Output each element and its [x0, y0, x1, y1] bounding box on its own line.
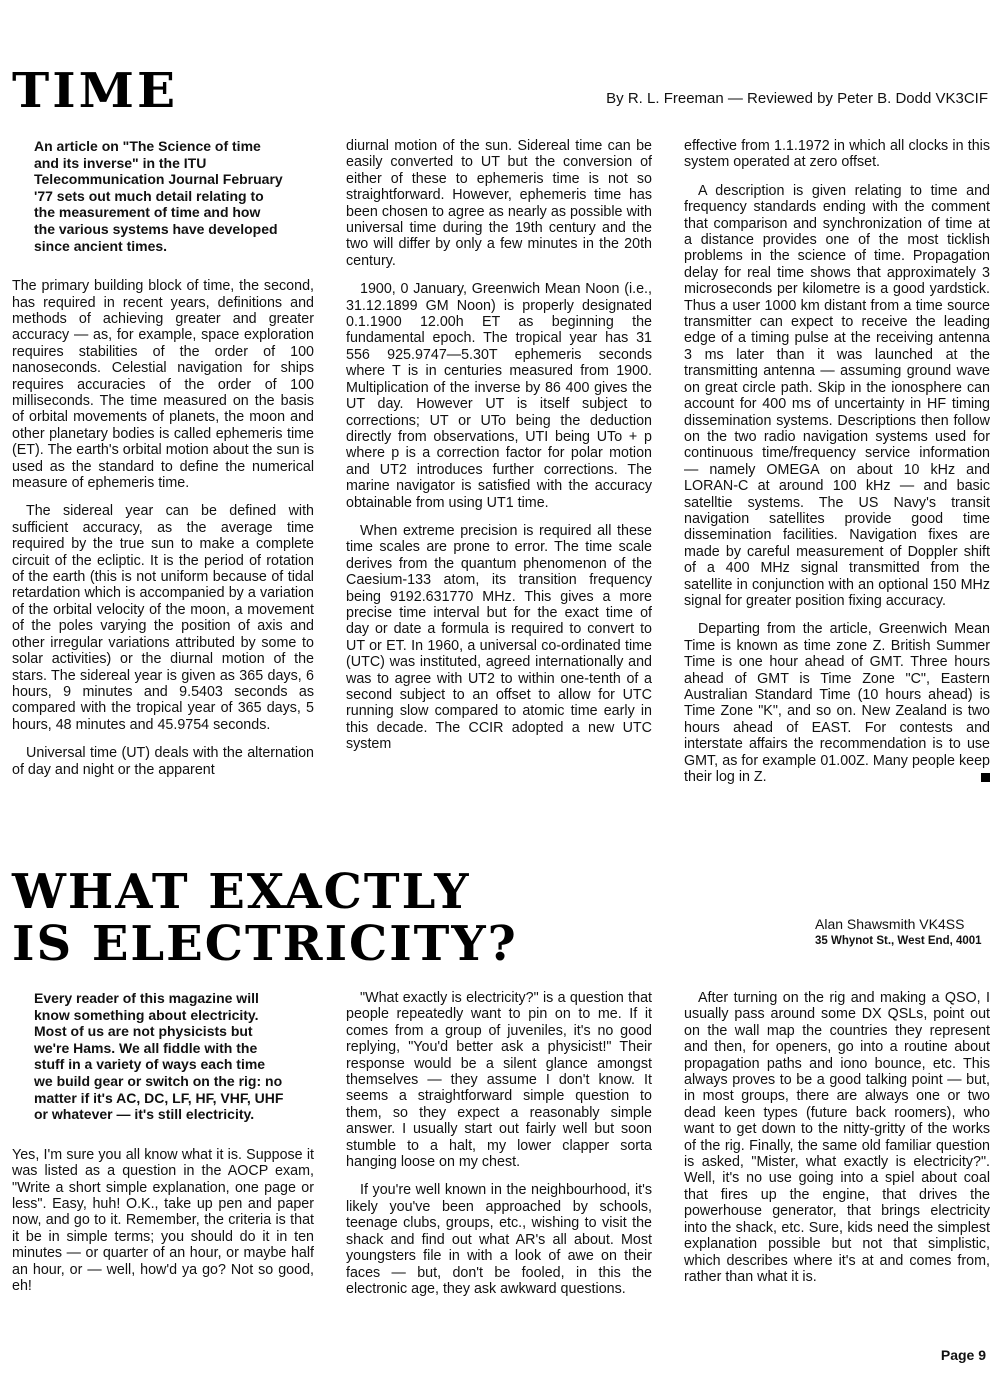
article1-column-1	[12, 138, 314, 790]
paragraph: "What exactly is electricity?" is a question that people repeatedly want to pin on to me. If it comes from a group of juveniles, it's no good replying, "You'd better ask a physicist!" Their response would be a silent glance amongst themselves — they assume I don't know. It seems a straightforward simple question to them, so they expect a reasonably simple answer. I usually start out fairly well but soon stumble to a halt, my lower clapper sorta hanging loose on my chest.	[346, 990, 652, 1171]
article1-column-2	[346, 138, 652, 765]
paragraph: Yes, I'm sure you all know what it is. Suppose it was listed as a question in the AOCP exam, "Write a short simple explanation, one page or less". Easy, huh! O.K., take up pen and paper now, and go to it. Remember, the criteria is that it be in simple terms; you should do it in ten minutes — or quarter of an hour, or maybe half an hour, or — well, how'd ya go? Not so good, eh!	[12, 1146, 314, 1294]
paragraph: When extreme precision is required all these time scales are prone to error. The time scale derives from the quantum phenomenon of the Caesium-133 atom, its transition frequency being 9192.631770 MHz. This gives a more precise time interval but for the exact time of day or date a formula is required to convert to UT or ET. In 1960, a universal co-ordinated time (UTC) was instituted, agreed internationally and was to agree with UT2 to within one-tenth of a second subject to an offset to allow for UTC running slow compared to atomic time early in this decade. The CCIR adopted a new UTC system	[346, 522, 652, 753]
paragraph: 1900, 0 January, Greenwich Mean Noon (i.e., 31.12.1899 GM Noon) is properly designated 0.1.1900 12.00h ET as beginning the fundamental epoch. The tropical year has 31 556 925.9747—5.30T ephemeris seconds where T is in centuries measured from 1900. Multiplication of the inverse by 86 400 gives the UT day. However UT is itself subject to corrections; UT or UTo being the deduction directly from observations, UTI being UTo + p where p is a correction factor for polar motion and UT2 introduces further corrections. The marine navigator is satisfied with the accuracy obtainable from using UT1 time.	[346, 281, 652, 511]
title-line-1: WHAT EXACTLY	[12, 864, 471, 920]
article-title-electricity	[12, 866, 518, 970]
author-name: Alan Shawsmith VK4SS	[815, 916, 965, 932]
article2-column-1	[12, 990, 314, 1306]
article-byline: By R. L. Freeman — Reviewed by Peter B. Dodd VK3CIF	[606, 90, 988, 107]
article2-column-3	[684, 990, 990, 1297]
paragraph: The primary building block of time, the second, has required in recent years, definitions and methods of achieving greater and greater accuracy — as, for example, space exploration requires stabilities of the order of 100 nanoseconds. Celestial navigation for ships requires accuracies of the order of 100 milliseconds. The time measured on the basis of orbital movements of planets, the moon and other planetary bodies is called ephemeris time (ET). The earth's orbital motion about the sun is used as the standard to define the numerical measure of ephemeris time.	[12, 278, 314, 492]
article-title-time: TIME	[12, 62, 179, 119]
paragraph: Universal time (UT) deals with the alternation of day and night or the apparent	[12, 745, 314, 778]
title-line-2: IS ELECTRICITY?	[12, 916, 518, 972]
page-number: Page 9	[940, 1347, 986, 1363]
article2-column-2	[346, 990, 652, 1309]
author-address: 35 Whynot St., West End, 4001	[815, 935, 982, 947]
paragraph: After turning on the rig and making a QSO, I usually pass around some DX QSLs, point out on the wall map the countries they represent and then, for openers, go into a routine about propagation paths and iono bounce, etc. This always proves to be a good talking point — but, in most groups, there are always one or two dead keen types (future back roomers), who want to get down to the nitty-gritty of the works of the rig. Finally, the same old familiar question is asked, "Mister, what exactly is electricity?". Well, it's no use going into a spiel about coal that fires up the engine, that drives the powerhouse generator, that brings electricity into the shack, etc. Sure, kids need the simplest explanation possible but not that simplistic, which describes where it's at and comes from, rather than what it is.	[684, 990, 990, 1285]
paragraph: effective from 1.1.1972 in which all clocks in this system operated at zero offset.	[684, 138, 990, 171]
paragraph	[684, 621, 990, 785]
article1-column-3	[684, 138, 990, 785]
article1-intro: An article on "The Science of time and its inverse" in the ITU Telecommunication Journal February '77 sets out much detail relating to the measurement of time and how the various systems have developed since ancient times.	[34, 138, 283, 254]
article2-intro: Every reader of this magazine will know something about electricity. Most of us are not physicists but we're Hams. We all fiddle with the stuff in a variety of ways each time we build gear or switch on the rig: no matter if it's AC, DC, LF, HF, VHF, UHF or whatever — it's still electricity.	[34, 990, 284, 1123]
paragraph: The sidereal year can be defined with sufficient accuracy, as the average time required by the true sun to make a complete circuit of the ecliptic. It is the period of rotation of the earth (this is not uniform because of tidal retardation which is accompanied by a variation of the orbital velocity of the moon, a movement of the poles varying the position of axis and other irregular variations attributed by some to solar activities) or the diurnal motion of the stars. The sidereal year is given as 365 days, 6 hours, 9 minutes and 9.5403 seconds as compared with the tropical year of 365 days, 5 hours, 48 minutes and 45.9754 seconds.	[12, 503, 314, 733]
paragraph-text: Departing from the article, Greenwich Mean Time is known as time zone Z. British Summer Time is one hour ahead of GMT. Three hours ahead of GMT is Time Zone "C", Eastern Australian Standard Time (10 hours ahead) is Time Zone "K", and so on. New Zealand is two hours ahead of EAST. For contests and interstate affairs the recommendation is to use GMT, as for example 01.00Z. Many people keep their log in Z.	[684, 621, 990, 786]
paragraph: A description is given relating to time and frequency standards ending with the comment that comparison and synchronization of time at a distance provides one of the most ticklish problems in the science of time. Propagation delay for real time shows that approximately 3 microseconds per kilometre is a good yardstick. Thus a user 1000 km distant from a time source transmitter can expect to receive the leading edge of a timing pulse at the receiving antenna 3 ms later than it was launched at the transmitting antenna — assuming ground wave on great circle path. Skip in the ionosphere can account for 400 ms of uncertainty in HF timing dissemination systems. Descriptions then follow on the two radio navigation systems used for continuous time/frequency service information — namely OMEGA on about 10 kHz and LORAN-C at around 100 kHz — and basic satelltie systems. The US Navy's transit navigation satellites provide good time dissemination facilities. Navigation fixes are made by careful measurement of Doppler shift of a 400 MHz signal transmitted from the satellite in conjunction with an optional 150 MHz signal for greater position fixing accuracy.	[684, 182, 990, 609]
end-of-article-icon	[981, 773, 990, 782]
paragraph: If you're well known in the neighbourhood, it's likely you've been approached by schools, teenage clubs, groups, etc., wishing to visit the shack and find out what AR's all about. Most youngsters file in with a look of awe on their faces — but, don't be fooled, in this the electronic age, they ask awkward questions.	[346, 1182, 652, 1297]
author-block	[815, 916, 982, 950]
paragraph: diurnal motion of the sun. Sidereal time can be easily converted to UT but the conversion of either of these to ephemeris time is not so straightforward. However, ephemeris time has been chosen to agree as nearly as possible with universal time during the 19th century and the two will differ by only a few minutes in the 20th century.	[346, 138, 652, 269]
